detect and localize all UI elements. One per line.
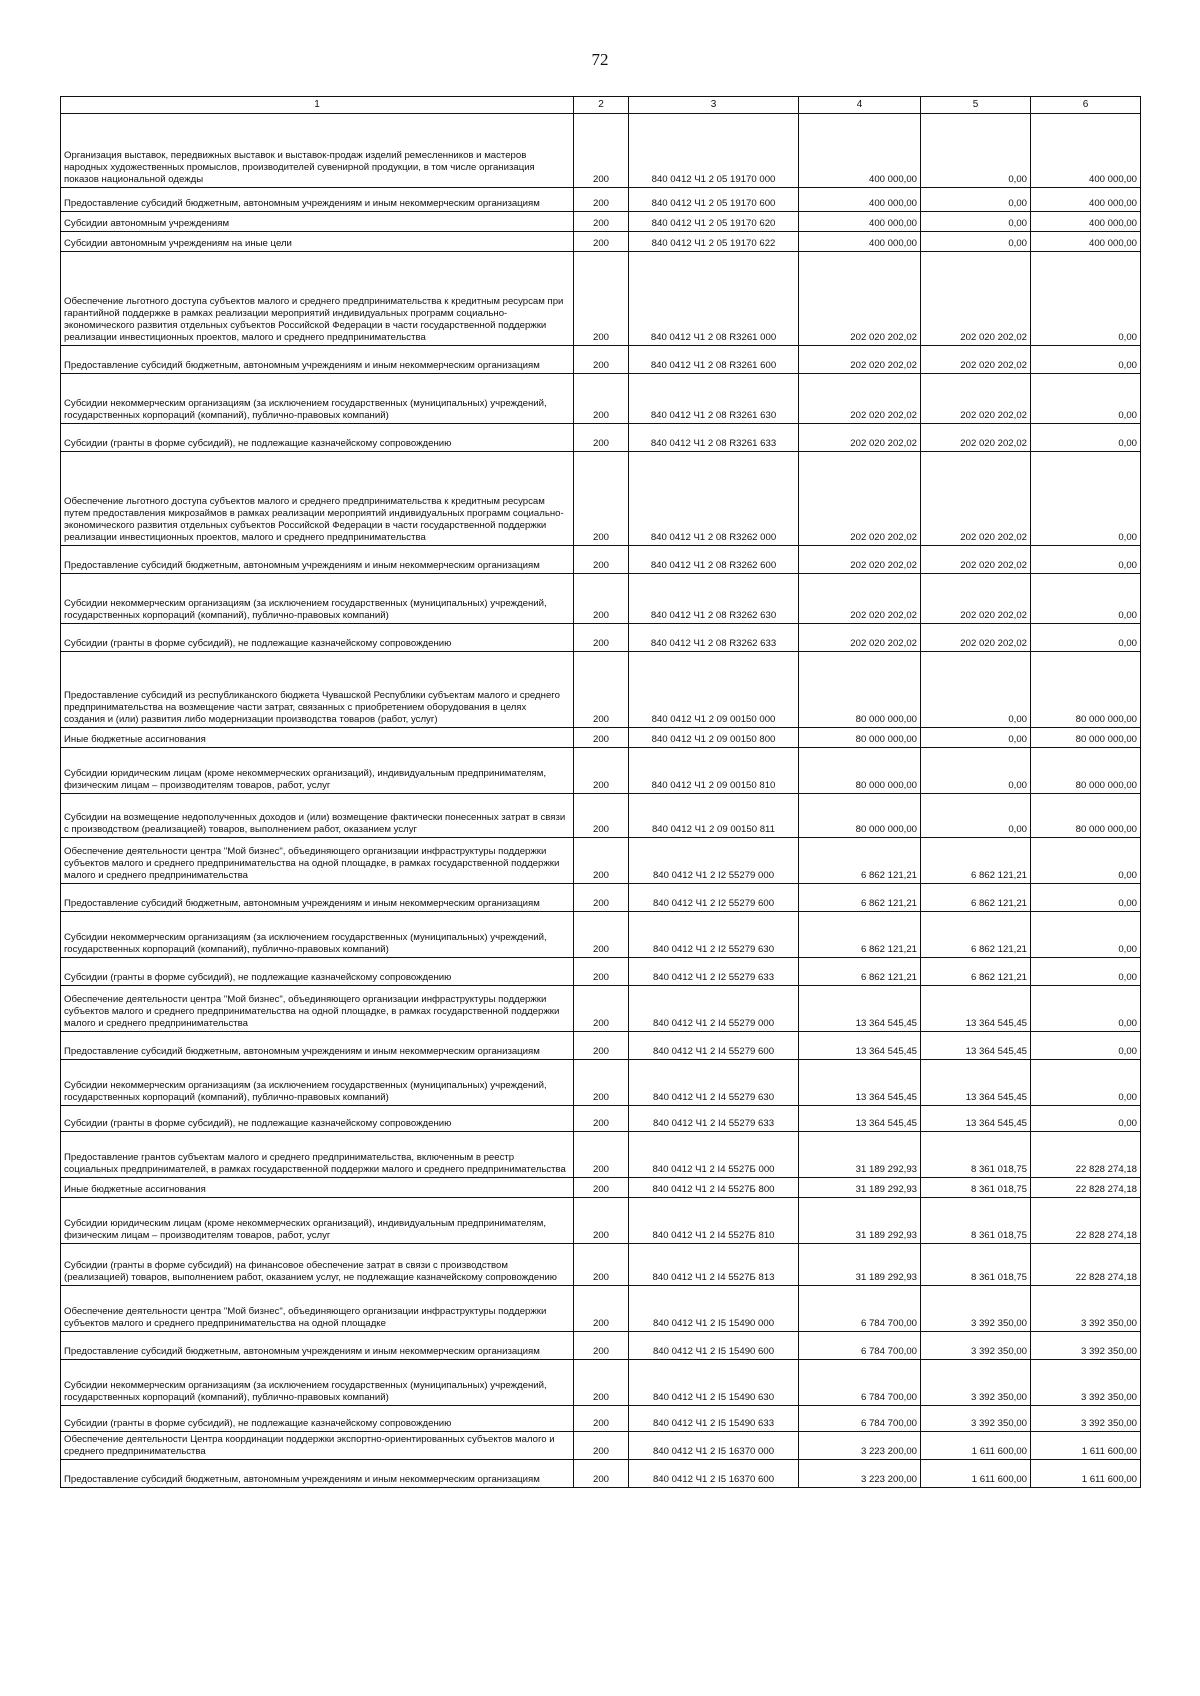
row-amount-federal-cell: 202 020 202,02 bbox=[921, 424, 1031, 452]
row-amount-republic-cell: 22 828 274,18 bbox=[1031, 1198, 1141, 1244]
row-amount-total-cell: 400 000,00 bbox=[799, 114, 921, 188]
row-amount-republic-cell: 22 828 274,18 bbox=[1031, 1244, 1141, 1286]
row-code-cell: 200 bbox=[574, 912, 629, 958]
table-row bbox=[61, 1332, 1141, 1360]
row-amount-republic-cell: 0,00 bbox=[1031, 624, 1141, 652]
row-code-cell: 200 bbox=[574, 452, 629, 546]
row-code-cell: 200 bbox=[574, 1460, 629, 1488]
row-amount-federal-cell: 202 020 202,02 bbox=[921, 574, 1031, 624]
table-row bbox=[61, 1432, 1141, 1460]
header-row bbox=[61, 97, 1141, 114]
row-amount-republic-cell: 400 000,00 bbox=[1031, 114, 1141, 188]
row-amount-federal-cell: 0,00 bbox=[921, 652, 1031, 728]
row-amount-total-cell: 31 189 292,93 bbox=[799, 1132, 921, 1178]
row-code-cell: 200 bbox=[574, 1360, 629, 1406]
row-amount-total-cell: 31 189 292,93 bbox=[799, 1198, 921, 1244]
row-amount-republic-cell: 3 392 350,00 bbox=[1031, 1360, 1141, 1406]
table-row bbox=[61, 912, 1141, 958]
row-amount-federal-cell: 202 020 202,02 bbox=[921, 624, 1031, 652]
row-name-cell: Обеспечение льготного доступа субъектов малого и среднего предпринимательства к кредитным ресурсам путем предоставления микрозаймов в рамках реализации мероприятий индивидуальных программ социально-экономического развития отдельных субъектов Российской Федерации в части государственной поддержки реализации инвестиционных проектов, малого и среднего предпринимательства bbox=[61, 452, 574, 546]
row-classification-cell: 840 0412 Ч1 2 05 19170 620 bbox=[629, 212, 799, 232]
row-code-cell: 200 bbox=[574, 728, 629, 748]
row-name-cell: Предоставление субсидий бюджетным, автономным учреждениям и иным некоммерческим организациям bbox=[61, 1460, 574, 1488]
header-cell-3: 3 bbox=[629, 97, 799, 114]
row-amount-federal-cell: 8 361 018,75 bbox=[921, 1198, 1031, 1244]
row-amount-total-cell: 80 000 000,00 bbox=[799, 748, 921, 794]
row-name-cell: Субсидии некоммерческим организациям (за исключением государственных (муниципальных) учреждений, государственных корпораций (компаний), публично-правовых компаний) bbox=[61, 374, 574, 424]
row-amount-total-cell: 202 020 202,02 bbox=[799, 346, 921, 374]
row-amount-federal-cell: 0,00 bbox=[921, 728, 1031, 748]
row-name-cell: Обеспечение деятельности центра "Мой бизнес", объединяющего организации инфраструктуры поддержки субъектов малого и среднего предпринимательства на одной площадке, в рамках государственной поддержки малого и среднего предпринимательства bbox=[61, 986, 574, 1032]
row-amount-republic-cell: 0,00 bbox=[1031, 912, 1141, 958]
row-amount-republic-cell: 80 000 000,00 bbox=[1031, 728, 1141, 748]
row-amount-federal-cell: 3 392 350,00 bbox=[921, 1332, 1031, 1360]
row-amount-republic-cell: 22 828 274,18 bbox=[1031, 1132, 1141, 1178]
row-amount-federal-cell: 13 364 545,45 bbox=[921, 1060, 1031, 1106]
row-amount-federal-cell: 6 862 121,21 bbox=[921, 912, 1031, 958]
row-name-cell: Предоставление субсидий бюджетным, автономным учреждениям и иным некоммерческим организациям bbox=[61, 346, 574, 374]
row-amount-federal-cell: 13 364 545,45 bbox=[921, 986, 1031, 1032]
row-code-cell: 200 bbox=[574, 794, 629, 838]
row-amount-republic-cell: 0,00 bbox=[1031, 346, 1141, 374]
table-row bbox=[61, 1178, 1141, 1198]
row-code-cell: 200 bbox=[574, 748, 629, 794]
row-classification-cell: 840 0412 Ч1 2 08 R3262 633 bbox=[629, 624, 799, 652]
row-amount-total-cell: 3 223 200,00 bbox=[799, 1432, 921, 1460]
row-amount-total-cell: 400 000,00 bbox=[799, 232, 921, 252]
row-code-cell: 200 bbox=[574, 546, 629, 574]
page-number: 72 bbox=[591, 50, 609, 69]
row-amount-total-cell: 31 189 292,93 bbox=[799, 1244, 921, 1286]
table-row bbox=[61, 624, 1141, 652]
row-amount-total-cell: 6 784 700,00 bbox=[799, 1332, 921, 1360]
table-row bbox=[61, 346, 1141, 374]
row-name-cell: Субсидии юридическим лицам (кроме некоммерческих организаций), индивидуальным предпринимателям, физическим лицам – производителям товаров, работ, услуг bbox=[61, 748, 574, 794]
table-row bbox=[61, 884, 1141, 912]
row-amount-federal-cell: 6 862 121,21 bbox=[921, 884, 1031, 912]
row-amount-republic-cell: 0,00 bbox=[1031, 374, 1141, 424]
table-row bbox=[61, 1032, 1141, 1060]
row-classification-cell: 840 0412 Ч1 2 I5 16370 000 bbox=[629, 1432, 799, 1460]
row-amount-federal-cell: 202 020 202,02 bbox=[921, 546, 1031, 574]
row-amount-federal-cell: 6 862 121,21 bbox=[921, 958, 1031, 986]
row-name-cell: Предоставление субсидий бюджетным, автономным учреждениям и иным некоммерческим организациям bbox=[61, 1032, 574, 1060]
row-amount-republic-cell: 0,00 bbox=[1031, 252, 1141, 346]
row-name-cell: Субсидии автономным учреждениям на иные цели bbox=[61, 232, 574, 252]
budget-table bbox=[60, 96, 1141, 1488]
row-classification-cell: 840 0412 Ч1 2 I4 5527Б 800 bbox=[629, 1178, 799, 1198]
row-classification-cell: 840 0412 Ч1 2 08 R3261 600 bbox=[629, 346, 799, 374]
row-amount-total-cell: 6 862 121,21 bbox=[799, 838, 921, 884]
row-amount-federal-cell: 0,00 bbox=[921, 794, 1031, 838]
header-cell-5: 5 bbox=[921, 97, 1031, 114]
row-amount-republic-cell: 80 000 000,00 bbox=[1031, 652, 1141, 728]
row-amount-republic-cell: 22 828 274,18 bbox=[1031, 1178, 1141, 1198]
row-classification-cell: 840 0412 Ч1 2 08 R3262 000 bbox=[629, 452, 799, 546]
row-classification-cell: 840 0412 Ч1 2 08 R3262 630 bbox=[629, 574, 799, 624]
row-code-cell: 200 bbox=[574, 252, 629, 346]
row-amount-republic-cell: 0,00 bbox=[1031, 452, 1141, 546]
header-cell-2: 2 bbox=[574, 97, 629, 114]
row-name-cell: Субсидии некоммерческим организациям (за исключением государственных (муниципальных) учреждений, государственных корпораций (компаний), публично-правовых компаний) bbox=[61, 912, 574, 958]
row-name-cell: Субсидии (гранты в форме субсидий), не подлежащие казначейскому сопровождению bbox=[61, 1106, 574, 1132]
row-name-cell: Субсидии (гранты в форме субсидий) на финансовое обеспечение затрат в связи с производством (реализацией) товаров, выполнением работ, оказанием услуг, не подлежащие казначейскому сопровождению bbox=[61, 1244, 574, 1286]
row-name-cell: Предоставление субсидий бюджетным, автономным учреждениям и иным некоммерческим организациям bbox=[61, 546, 574, 574]
row-amount-federal-cell: 202 020 202,02 bbox=[921, 252, 1031, 346]
row-classification-cell: 840 0412 Ч1 2 I2 55279 000 bbox=[629, 838, 799, 884]
row-classification-cell: 840 0412 Ч1 2 I5 15490 630 bbox=[629, 1360, 799, 1406]
row-classification-cell: 840 0412 Ч1 2 I2 55279 600 bbox=[629, 884, 799, 912]
row-amount-total-cell: 202 020 202,02 bbox=[799, 452, 921, 546]
row-amount-republic-cell: 0,00 bbox=[1031, 1106, 1141, 1132]
table-row bbox=[61, 188, 1141, 212]
row-name-cell: Обеспечение деятельности Центра координации поддержки экспортно-ориентированных субъектов малого и среднего предпринимательства bbox=[61, 1432, 574, 1460]
row-amount-republic-cell: 0,00 bbox=[1031, 546, 1141, 574]
table-row bbox=[61, 728, 1141, 748]
table-row bbox=[61, 424, 1141, 452]
row-amount-total-cell: 202 020 202,02 bbox=[799, 374, 921, 424]
row-classification-cell: 840 0412 Ч1 2 I4 55279 633 bbox=[629, 1106, 799, 1132]
row-amount-federal-cell: 0,00 bbox=[921, 188, 1031, 212]
row-amount-federal-cell: 0,00 bbox=[921, 232, 1031, 252]
row-name-cell: Иные бюджетные ассигнования bbox=[61, 728, 574, 748]
row-name-cell: Субсидии (гранты в форме субсидий), не подлежащие казначейскому сопровождению bbox=[61, 624, 574, 652]
row-amount-federal-cell: 3 392 350,00 bbox=[921, 1286, 1031, 1332]
row-amount-republic-cell: 0,00 bbox=[1031, 1060, 1141, 1106]
row-name-cell: Субсидии автономным учреждениям bbox=[61, 212, 574, 232]
row-name-cell: Субсидии юридическим лицам (кроме некоммерческих организаций), индивидуальным предпринимателям, физическим лицам – производителям товаров, работ, услуг bbox=[61, 1198, 574, 1244]
row-classification-cell: 840 0412 Ч1 2 09 00150 811 bbox=[629, 794, 799, 838]
row-code-cell: 200 bbox=[574, 1198, 629, 1244]
row-amount-federal-cell: 0,00 bbox=[921, 212, 1031, 232]
row-name-cell: Субсидии (гранты в форме субсидий), не подлежащие казначейскому сопровождению bbox=[61, 1406, 574, 1432]
row-classification-cell: 840 0412 Ч1 2 05 19170 000 bbox=[629, 114, 799, 188]
row-code-cell: 200 bbox=[574, 212, 629, 232]
table-row bbox=[61, 652, 1141, 728]
row-amount-republic-cell: 3 392 350,00 bbox=[1031, 1286, 1141, 1332]
row-classification-cell: 840 0412 Ч1 2 08 R3261 000 bbox=[629, 252, 799, 346]
row-code-cell: 200 bbox=[574, 1032, 629, 1060]
row-amount-total-cell: 80 000 000,00 bbox=[799, 652, 921, 728]
row-amount-federal-cell: 13 364 545,45 bbox=[921, 1032, 1031, 1060]
row-amount-total-cell: 6 784 700,00 bbox=[799, 1286, 921, 1332]
row-amount-republic-cell: 0,00 bbox=[1031, 884, 1141, 912]
row-amount-federal-cell: 8 361 018,75 bbox=[921, 1132, 1031, 1178]
row-name-cell: Субсидии (гранты в форме субсидий), не подлежащие казначейскому сопровождению bbox=[61, 958, 574, 986]
row-code-cell: 200 bbox=[574, 1178, 629, 1198]
row-amount-total-cell: 13 364 545,45 bbox=[799, 1032, 921, 1060]
row-name-cell: Предоставление субсидий бюджетным, автономным учреждениям и иным некоммерческим организациям bbox=[61, 884, 574, 912]
row-name-cell: Субсидии некоммерческим организациям (за исключением государственных (муниципальных) учреждений, государственных корпораций (компаний), публично-правовых компаний) bbox=[61, 574, 574, 624]
table-row bbox=[61, 574, 1141, 624]
row-classification-cell: 840 0412 Ч1 2 05 19170 600 bbox=[629, 188, 799, 212]
row-amount-total-cell: 80 000 000,00 bbox=[799, 794, 921, 838]
row-code-cell: 200 bbox=[574, 1432, 629, 1460]
row-classification-cell: 840 0412 Ч1 2 08 R3262 600 bbox=[629, 546, 799, 574]
row-amount-total-cell: 13 364 545,45 bbox=[799, 1106, 921, 1132]
row-code-cell: 200 bbox=[574, 374, 629, 424]
row-code-cell: 200 bbox=[574, 624, 629, 652]
row-classification-cell: 840 0412 Ч1 2 I5 15490 600 bbox=[629, 1332, 799, 1360]
header-cell-1: 1 bbox=[61, 97, 574, 114]
row-amount-republic-cell: 0,00 bbox=[1031, 958, 1141, 986]
row-code-cell: 200 bbox=[574, 652, 629, 728]
table-row bbox=[61, 374, 1141, 424]
row-amount-total-cell: 80 000 000,00 bbox=[799, 728, 921, 748]
row-amount-federal-cell: 3 392 350,00 bbox=[921, 1406, 1031, 1432]
row-classification-cell: 840 0412 Ч1 2 09 00150 800 bbox=[629, 728, 799, 748]
row-name-cell: Субсидии некоммерческим организациям (за исключением государственных (муниципальных) учреждений, государственных корпораций (компаний), публично-правовых компаний) bbox=[61, 1060, 574, 1106]
table-row bbox=[61, 1132, 1141, 1178]
row-amount-republic-cell: 3 392 350,00 bbox=[1031, 1332, 1141, 1360]
row-code-cell: 200 bbox=[574, 1286, 629, 1332]
header-cell-6: 6 bbox=[1031, 97, 1141, 114]
table-row bbox=[61, 114, 1141, 188]
row-amount-total-cell: 202 020 202,02 bbox=[799, 546, 921, 574]
table-row bbox=[61, 546, 1141, 574]
row-amount-total-cell: 202 020 202,02 bbox=[799, 574, 921, 624]
row-name-cell: Предоставление грантов субъектам малого и среднего предпринимательства, включенным в реестр социальных предпринимателей, в рамках государственной поддержки малого и среднего предпринимательства bbox=[61, 1132, 574, 1178]
row-classification-cell: 840 0412 Ч1 2 I4 5527Б 810 bbox=[629, 1198, 799, 1244]
row-name-cell: Предоставление субсидий бюджетным, автономным учреждениям и иным некоммерческим организациям bbox=[61, 188, 574, 212]
table-row bbox=[61, 232, 1141, 252]
row-code-cell: 200 bbox=[574, 986, 629, 1032]
row-name-cell: Предоставление субсидий бюджетным, автономным учреждениям и иным некоммерческим организациям bbox=[61, 1332, 574, 1360]
row-amount-federal-cell: 8 361 018,75 bbox=[921, 1244, 1031, 1286]
table-header bbox=[61, 97, 1141, 114]
row-amount-republic-cell: 0,00 bbox=[1031, 1032, 1141, 1060]
row-amount-federal-cell: 1 611 600,00 bbox=[921, 1432, 1031, 1460]
row-code-cell: 200 bbox=[574, 1132, 629, 1178]
row-code-cell: 200 bbox=[574, 1406, 629, 1432]
row-amount-federal-cell: 13 364 545,45 bbox=[921, 1106, 1031, 1132]
row-code-cell: 200 bbox=[574, 188, 629, 212]
table-row bbox=[61, 1060, 1141, 1106]
row-amount-total-cell: 13 364 545,45 bbox=[799, 986, 921, 1032]
row-classification-cell: 840 0412 Ч1 2 I5 15490 000 bbox=[629, 1286, 799, 1332]
row-amount-total-cell: 202 020 202,02 bbox=[799, 624, 921, 652]
row-classification-cell: 840 0412 Ч1 2 I4 55279 600 bbox=[629, 1032, 799, 1060]
table-row bbox=[61, 452, 1141, 546]
table-row bbox=[61, 958, 1141, 986]
table-row bbox=[61, 1244, 1141, 1286]
row-amount-total-cell: 6 862 121,21 bbox=[799, 958, 921, 986]
table-row bbox=[61, 748, 1141, 794]
row-amount-republic-cell: 0,00 bbox=[1031, 838, 1141, 884]
row-classification-cell: 840 0412 Ч1 2 I2 55279 633 bbox=[629, 958, 799, 986]
row-amount-republic-cell: 0,00 bbox=[1031, 424, 1141, 452]
row-classification-cell: 840 0412 Ч1 2 I5 16370 600 bbox=[629, 1460, 799, 1488]
row-amount-federal-cell: 0,00 bbox=[921, 748, 1031, 794]
row-amount-federal-cell: 8 361 018,75 bbox=[921, 1178, 1031, 1198]
table-row bbox=[61, 1406, 1141, 1432]
table-row bbox=[61, 1198, 1141, 1244]
row-code-cell: 200 bbox=[574, 346, 629, 374]
table-body bbox=[61, 114, 1141, 1488]
row-code-cell: 200 bbox=[574, 1060, 629, 1106]
row-classification-cell: 840 0412 Ч1 2 08 R3261 633 bbox=[629, 424, 799, 452]
table-row bbox=[61, 794, 1141, 838]
row-amount-federal-cell: 6 862 121,21 bbox=[921, 838, 1031, 884]
row-name-cell: Организация выставок, передвижных выставок и выставок-продаж изделий ремесленников и мастеров народных художественных промыслов, производителей сувенирной продукции, в том числе организация показов национальной одежды bbox=[61, 114, 574, 188]
row-amount-federal-cell: 0,00 bbox=[921, 114, 1031, 188]
row-name-cell: Субсидии некоммерческим организациям (за исключением государственных (муниципальных) учреждений, государственных корпораций (компаний), публично-правовых компаний) bbox=[61, 1360, 574, 1406]
row-name-cell: Предоставление субсидий из республиканского бюджета Чувашской Республики субъектам малого и среднего предпринимательства на возмещение части затрат, связанных с приобретением оборудования в целях создания и (или) развития либо модернизации производства товаров (работ, услуг) bbox=[61, 652, 574, 728]
row-classification-cell: 840 0412 Ч1 2 I4 5527Б 000 bbox=[629, 1132, 799, 1178]
row-amount-total-cell: 3 223 200,00 bbox=[799, 1460, 921, 1488]
row-classification-cell: 840 0412 Ч1 2 I2 55279 630 bbox=[629, 912, 799, 958]
table-row bbox=[61, 1360, 1141, 1406]
table-row bbox=[61, 1460, 1141, 1488]
row-classification-cell: 840 0412 Ч1 2 I4 55279 000 bbox=[629, 986, 799, 1032]
row-classification-cell: 840 0412 Ч1 2 05 19170 622 bbox=[629, 232, 799, 252]
row-amount-republic-cell: 400 000,00 bbox=[1031, 188, 1141, 212]
row-classification-cell: 840 0412 Ч1 2 I5 15490 633 bbox=[629, 1406, 799, 1432]
row-code-cell: 200 bbox=[574, 884, 629, 912]
row-amount-federal-cell: 1 611 600,00 bbox=[921, 1460, 1031, 1488]
row-name-cell: Иные бюджетные ассигнования bbox=[61, 1178, 574, 1198]
row-amount-republic-cell: 3 392 350,00 bbox=[1031, 1406, 1141, 1432]
row-code-cell: 200 bbox=[574, 424, 629, 452]
table-row bbox=[61, 1286, 1141, 1332]
row-amount-federal-cell: 202 020 202,02 bbox=[921, 374, 1031, 424]
table-row bbox=[61, 986, 1141, 1032]
row-amount-total-cell: 202 020 202,02 bbox=[799, 424, 921, 452]
row-classification-cell: 840 0412 Ч1 2 08 R3261 630 bbox=[629, 374, 799, 424]
row-amount-federal-cell: 202 020 202,02 bbox=[921, 346, 1031, 374]
row-classification-cell: 840 0412 Ч1 2 I4 5527Б 813 bbox=[629, 1244, 799, 1286]
row-code-cell: 200 bbox=[574, 1332, 629, 1360]
row-amount-total-cell: 6 862 121,21 bbox=[799, 912, 921, 958]
row-amount-republic-cell: 80 000 000,00 bbox=[1031, 794, 1141, 838]
table-row bbox=[61, 1106, 1141, 1132]
row-name-cell: Обеспечение льготного доступа субъектов малого и среднего предпринимательства к кредитным ресурсам при гарантийной поддержке в рамках реализации мероприятий индивидуальных программ социально-экономического развития отдельных субъектов Российской Федерации в части государственной поддержки реализации инвестиционных проектов, малого и среднего предпринимательства bbox=[61, 252, 574, 346]
row-amount-total-cell: 6 784 700,00 bbox=[799, 1406, 921, 1432]
row-amount-total-cell: 400 000,00 bbox=[799, 212, 921, 232]
row-amount-total-cell: 202 020 202,02 bbox=[799, 252, 921, 346]
row-name-cell: Субсидии на возмещение недополученных доходов и (или) возмещение фактически понесенных затрат в связи с производством (реализацией) товаров, выполнением работ, оказанием услуг bbox=[61, 794, 574, 838]
row-amount-federal-cell: 202 020 202,02 bbox=[921, 452, 1031, 546]
row-amount-republic-cell: 0,00 bbox=[1031, 986, 1141, 1032]
row-name-cell: Обеспечение деятельности центра "Мой бизнес", объединяющего организации инфраструктуры поддержки субъектов малого и среднего предпринимательства на одной площадке, в рамках государственной поддержки малого и среднего предпринимательства bbox=[61, 838, 574, 884]
row-amount-total-cell: 400 000,00 bbox=[799, 188, 921, 212]
row-classification-cell: 840 0412 Ч1 2 09 00150 000 bbox=[629, 652, 799, 728]
row-code-cell: 200 bbox=[574, 1244, 629, 1286]
row-amount-republic-cell: 400 000,00 bbox=[1031, 232, 1141, 252]
header-cell-4: 4 bbox=[799, 97, 921, 114]
row-amount-total-cell: 6 862 121,21 bbox=[799, 884, 921, 912]
row-code-cell: 200 bbox=[574, 232, 629, 252]
row-code-cell: 200 bbox=[574, 958, 629, 986]
table-row bbox=[61, 252, 1141, 346]
row-amount-republic-cell: 0,00 bbox=[1031, 574, 1141, 624]
row-amount-total-cell: 31 189 292,93 bbox=[799, 1178, 921, 1198]
row-amount-republic-cell: 1 611 600,00 bbox=[1031, 1460, 1141, 1488]
row-name-cell: Обеспечение деятельности центра "Мой бизнес", объединяющего организации инфраструктуры поддержки субъектов малого и среднего предпринимательства на одной площадке bbox=[61, 1286, 574, 1332]
row-name-cell: Субсидии (гранты в форме субсидий), не подлежащие казначейскому сопровождению bbox=[61, 424, 574, 452]
table-row bbox=[61, 838, 1141, 884]
row-classification-cell: 840 0412 Ч1 2 I4 55279 630 bbox=[629, 1060, 799, 1106]
row-amount-republic-cell: 80 000 000,00 bbox=[1031, 748, 1141, 794]
row-amount-total-cell: 13 364 545,45 bbox=[799, 1060, 921, 1106]
row-amount-federal-cell: 3 392 350,00 bbox=[921, 1360, 1031, 1406]
row-amount-total-cell: 6 784 700,00 bbox=[799, 1360, 921, 1406]
row-code-cell: 200 bbox=[574, 114, 629, 188]
row-code-cell: 200 bbox=[574, 574, 629, 624]
row-code-cell: 200 bbox=[574, 1106, 629, 1132]
row-classification-cell: 840 0412 Ч1 2 09 00150 810 bbox=[629, 748, 799, 794]
row-amount-republic-cell: 400 000,00 bbox=[1031, 212, 1141, 232]
row-code-cell: 200 bbox=[574, 838, 629, 884]
row-amount-republic-cell: 1 611 600,00 bbox=[1031, 1432, 1141, 1460]
table-row bbox=[61, 212, 1141, 232]
